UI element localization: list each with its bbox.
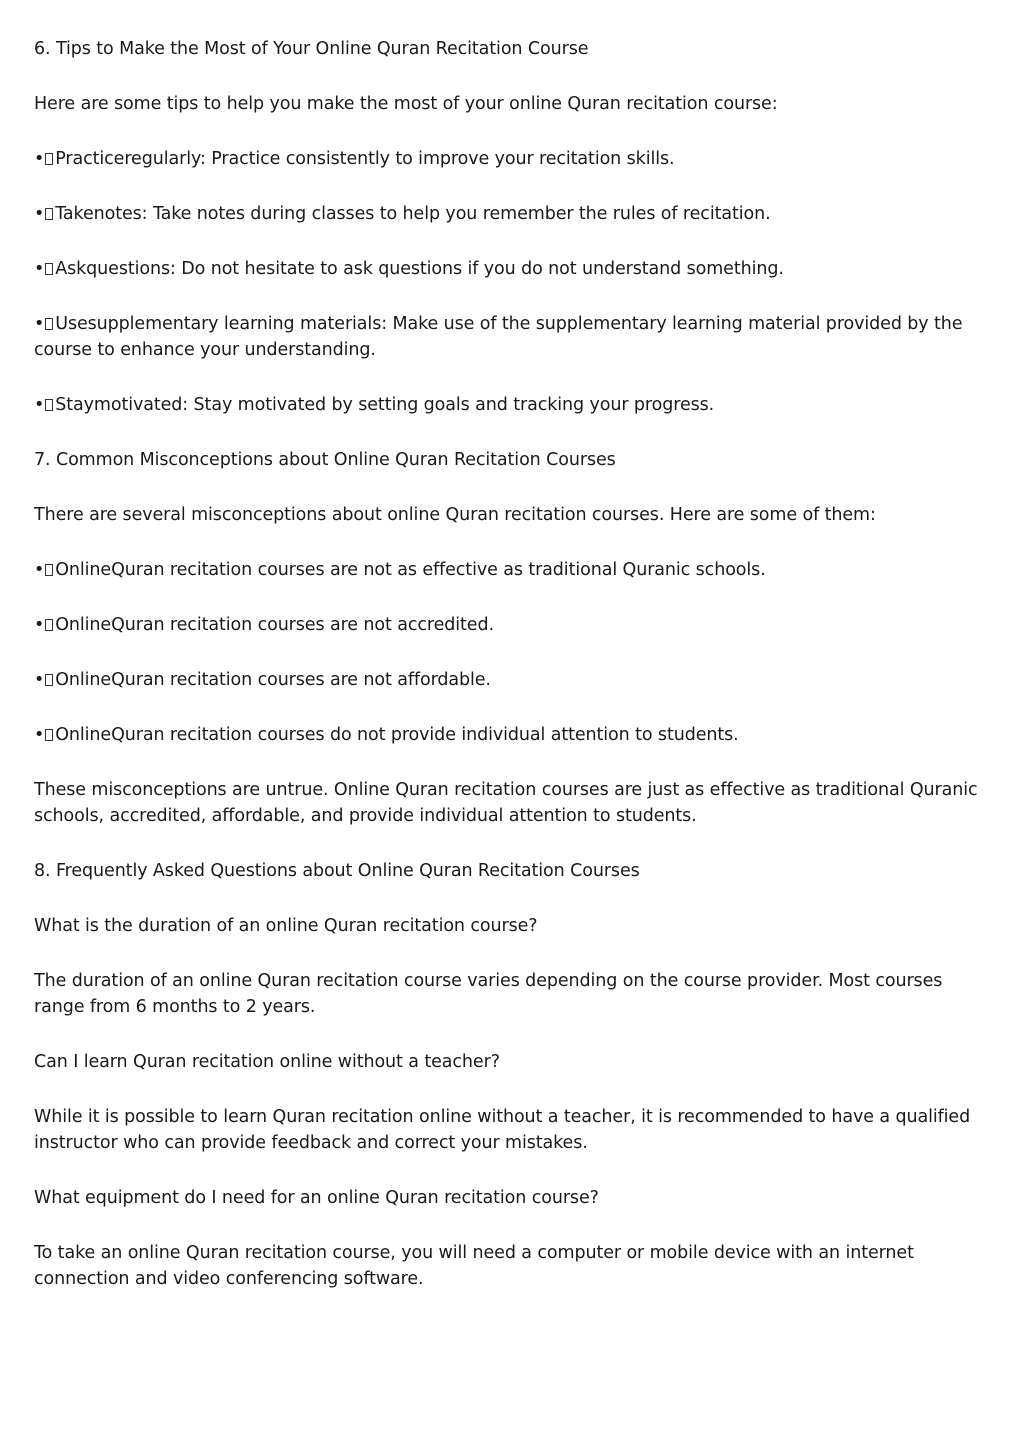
faq-answer: The duration of an online Quran recitation course varies depending on the course provider. Most courses range from 6 months to 2 years. bbox=[34, 971, 943, 1017]
misconception-lead: Online bbox=[55, 670, 112, 690]
tips-heading: 6. Tips to Make the Most of Your Online Quran Recitation Course bbox=[34, 39, 589, 59]
faq-question: What equipment do I need for an online Quran recitation course? bbox=[34, 1188, 599, 1208]
misconception-text: Quran recitation courses do not provide individual attention to students. bbox=[111, 725, 739, 745]
faq-heading: 8. Frequently Asked Questions about Online Quran Recitation Courses bbox=[34, 861, 640, 881]
missing-glyph-icon bbox=[45, 729, 53, 741]
misconception-text: Quran recitation courses are not accredited. bbox=[111, 615, 494, 635]
misconception-item bbox=[34, 557, 994, 583]
tip-text: questions: Do not hesitate to ask questions if you do not understand something. bbox=[86, 259, 784, 279]
tip-lead: Use bbox=[55, 314, 88, 334]
tip-item bbox=[34, 392, 994, 418]
misconception-lead: Online bbox=[55, 560, 112, 580]
bullet-mark: • bbox=[34, 204, 45, 224]
misconceptions-conclusion: These misconceptions are untrue. Online Quran recitation courses are just as effective as traditional Quranic schools, accredited, affordable, and provide individual attention to students. bbox=[34, 780, 978, 826]
bullet-mark: • bbox=[34, 314, 45, 334]
faq-answer: While it is possible to learn Quran recitation online without a teacher, it is recommended to have a qualified instructor who can provide feedback and correct your mistakes. bbox=[34, 1107, 971, 1153]
missing-glyph-icon bbox=[45, 674, 53, 686]
tip-lead: Take bbox=[55, 204, 94, 224]
misconceptions-heading: 7. Common Misconceptions about Online Quran Recitation Courses bbox=[34, 450, 616, 470]
tips-intro: Here are some tips to help you make the most of your online Quran recitation course: bbox=[34, 94, 778, 114]
tip-item bbox=[34, 311, 994, 363]
bullet-mark: • bbox=[34, 560, 45, 580]
missing-glyph-icon bbox=[45, 318, 53, 330]
missing-glyph-icon bbox=[45, 263, 53, 275]
tip-lead: Practice bbox=[55, 149, 125, 169]
faq-answer: To take an online Quran recitation course, you will need a computer or mobile device with an internet connection and video conferencing software. bbox=[34, 1243, 914, 1289]
bullet-mark: • bbox=[34, 259, 45, 279]
misconception-item bbox=[34, 722, 994, 748]
missing-glyph-icon bbox=[45, 208, 53, 220]
tip-text: motivated: Stay motivated by setting goals and tracking your progress. bbox=[93, 395, 715, 415]
bullet-mark: • bbox=[34, 670, 45, 690]
tip-item bbox=[34, 146, 994, 172]
faq-question: What is the duration of an online Quran recitation course? bbox=[34, 916, 538, 936]
missing-glyph-icon bbox=[45, 619, 53, 631]
faq-question: Can I learn Quran recitation online without a teacher? bbox=[34, 1052, 500, 1072]
bullet-mark: • bbox=[34, 395, 45, 415]
misconception-text: Quran recitation courses are not as effective as traditional Quranic schools. bbox=[111, 560, 766, 580]
bullet-mark: • bbox=[34, 149, 45, 169]
bullet-mark: • bbox=[34, 615, 45, 635]
missing-glyph-icon bbox=[45, 153, 53, 165]
tip-text: regularly: Practice consistently to improve your recitation skills. bbox=[124, 149, 675, 169]
misconception-lead: Online bbox=[55, 615, 112, 635]
misconception-item bbox=[34, 667, 994, 693]
tip-item bbox=[34, 256, 994, 282]
missing-glyph-icon bbox=[45, 564, 53, 576]
misconception-lead: Online bbox=[55, 725, 112, 745]
tip-item bbox=[34, 201, 994, 227]
misconceptions-intro: There are several misconceptions about online Quran recitation courses. Here are some of them: bbox=[34, 505, 876, 525]
tip-text: notes: Take notes during classes to help you remember the rules of recitation. bbox=[93, 204, 771, 224]
misconception-item bbox=[34, 612, 994, 638]
bullet-mark: • bbox=[34, 725, 45, 745]
tip-lead: Stay bbox=[55, 395, 94, 415]
tip-text: supplementary learning materials: Make use of the supplementary learning material provided by the course to enhance your understanding. bbox=[34, 314, 963, 360]
tip-lead: Ask bbox=[55, 259, 87, 279]
document-page bbox=[34, 36, 994, 1321]
misconception-text: Quran recitation courses are not affordable. bbox=[111, 670, 491, 690]
missing-glyph-icon bbox=[45, 399, 53, 411]
